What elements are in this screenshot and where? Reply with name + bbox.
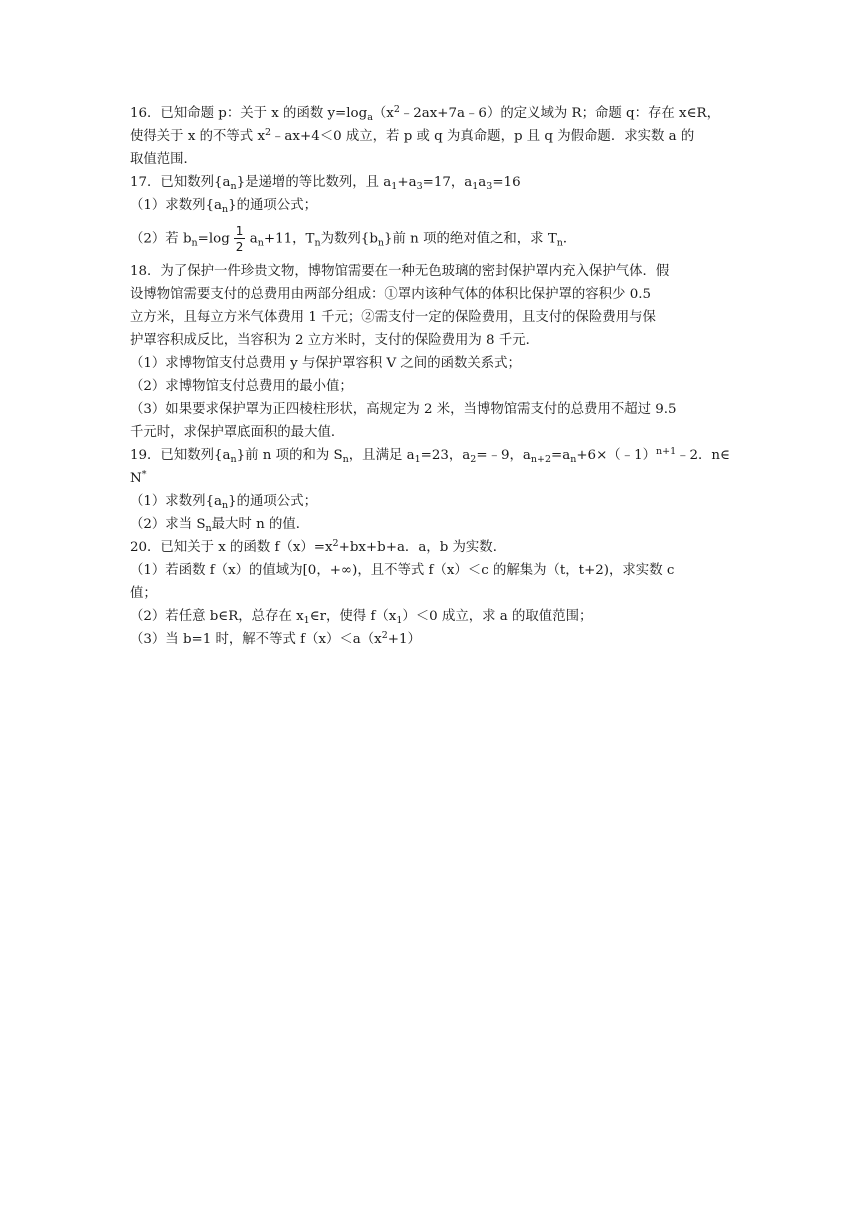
q20-part-3: （3）当 b=1 时，解不等式 $f(x)<a(x^2+1)$ xyxy=(130,630,421,647)
q18-line-3: 立方米，且每立方米气体费用 1 千元；②需支付一定的保险费用，且支付的保险费用与保 xyxy=(130,310,656,325)
q16-line-1: 16．已知命题 p：关于 x 的函数 $y=\log_a(x^2﹣2ax+7a﹣6)$的定义域为 R；命题 q：存在 x∈R， xyxy=(130,104,720,123)
q17-part-1: （1）求数列$\{a_n\}$的通项公式； xyxy=(130,198,317,215)
q18-part-3: （3）如果要求保护罩为正四棱柱形状，高规定为 2 米，当博物馆需支付的总费用不超过 9.5 xyxy=(130,402,677,417)
fraction-one-half: $\frac{1}{2}$ xyxy=(235,224,244,254)
q19-part-2: （2）求当 $S_n$最大时 n 的值． xyxy=(130,517,310,534)
q20-line-1: 20．已知关于 x 的函数 $f(x)=x^2+bx+b+a$．a，b 为实数． xyxy=(130,538,507,555)
q16-line-2: 使得关于 x 的不等式 $x^2﹣ax+4<0$ 成立，若 p 或 q 为真命题，p 且 q 为假命题．求实数 a 的 xyxy=(130,127,695,144)
q18-part-3-cont: 千元时，求保护罩底面积的最大值． xyxy=(130,425,345,440)
q19-part-1: （1）求数列$\{a_n\}$的通项公式； xyxy=(130,494,317,511)
q19-line-2: N* xyxy=(130,469,147,486)
q18-line-4: 护罩容积成反比，当容积为 2 立方米时，支付的保险费用为 8 千元． xyxy=(130,333,540,348)
q18-line-2: 设博物馆需要支付的总费用由两部分组成：①罩内该种气体的体积比保护罩的容积少 0.5 xyxy=(130,287,652,302)
q20-part-1-cont: 值； xyxy=(130,586,157,601)
q17-part-2: （2）若 $b_n=\log$ $\frac{1}{2}$ $a_n+11$，$T_n$为数列$\{b_n\}$前 n 项的绝对值之和，求 $T_n$． xyxy=(130,224,577,254)
q18-line-1: 18．为了保护一件珍贵文物，博物馆需要在一种无色玻璃的密封保护罩内充入保护气体．假 xyxy=(130,264,670,279)
q17-line-1: 17．已知数列$\{a_n\}$是递增的等比数列，且 $a_1+a_3=17$，$a_1a_3=16$ xyxy=(130,175,521,192)
q20-part-1: （1）若函数 f（x）的值域为[0，+∞)，且不等式 f（x）＜c 的解集为（t，t+2)，求实数 c xyxy=(130,563,675,578)
q20-part-2: （2）若任意 b∈R，总存在 $x_1\in r$，使得 $f(x_1)<0$ 成立，求 a 的取值范围； xyxy=(130,609,593,626)
q18-part-1: （1）求博物馆支付总费用 y 与保护罩容积 V 之间的函数关系式； xyxy=(130,356,521,371)
q18-part-2: （2）求博物馆支付总费用的最小值； xyxy=(130,379,353,394)
q16-line-3: 取值范围． xyxy=(130,152,197,167)
q19-line-1: 19．已知数列$\{a_n\}$前 n 项的和为 $S_n$，且满足 $a_1=23$，$a_2=﹣9$，$a_{n+2}=a_n+6\times(﹣1)^{n+1}﹣2$．n∈ xyxy=(130,446,730,465)
